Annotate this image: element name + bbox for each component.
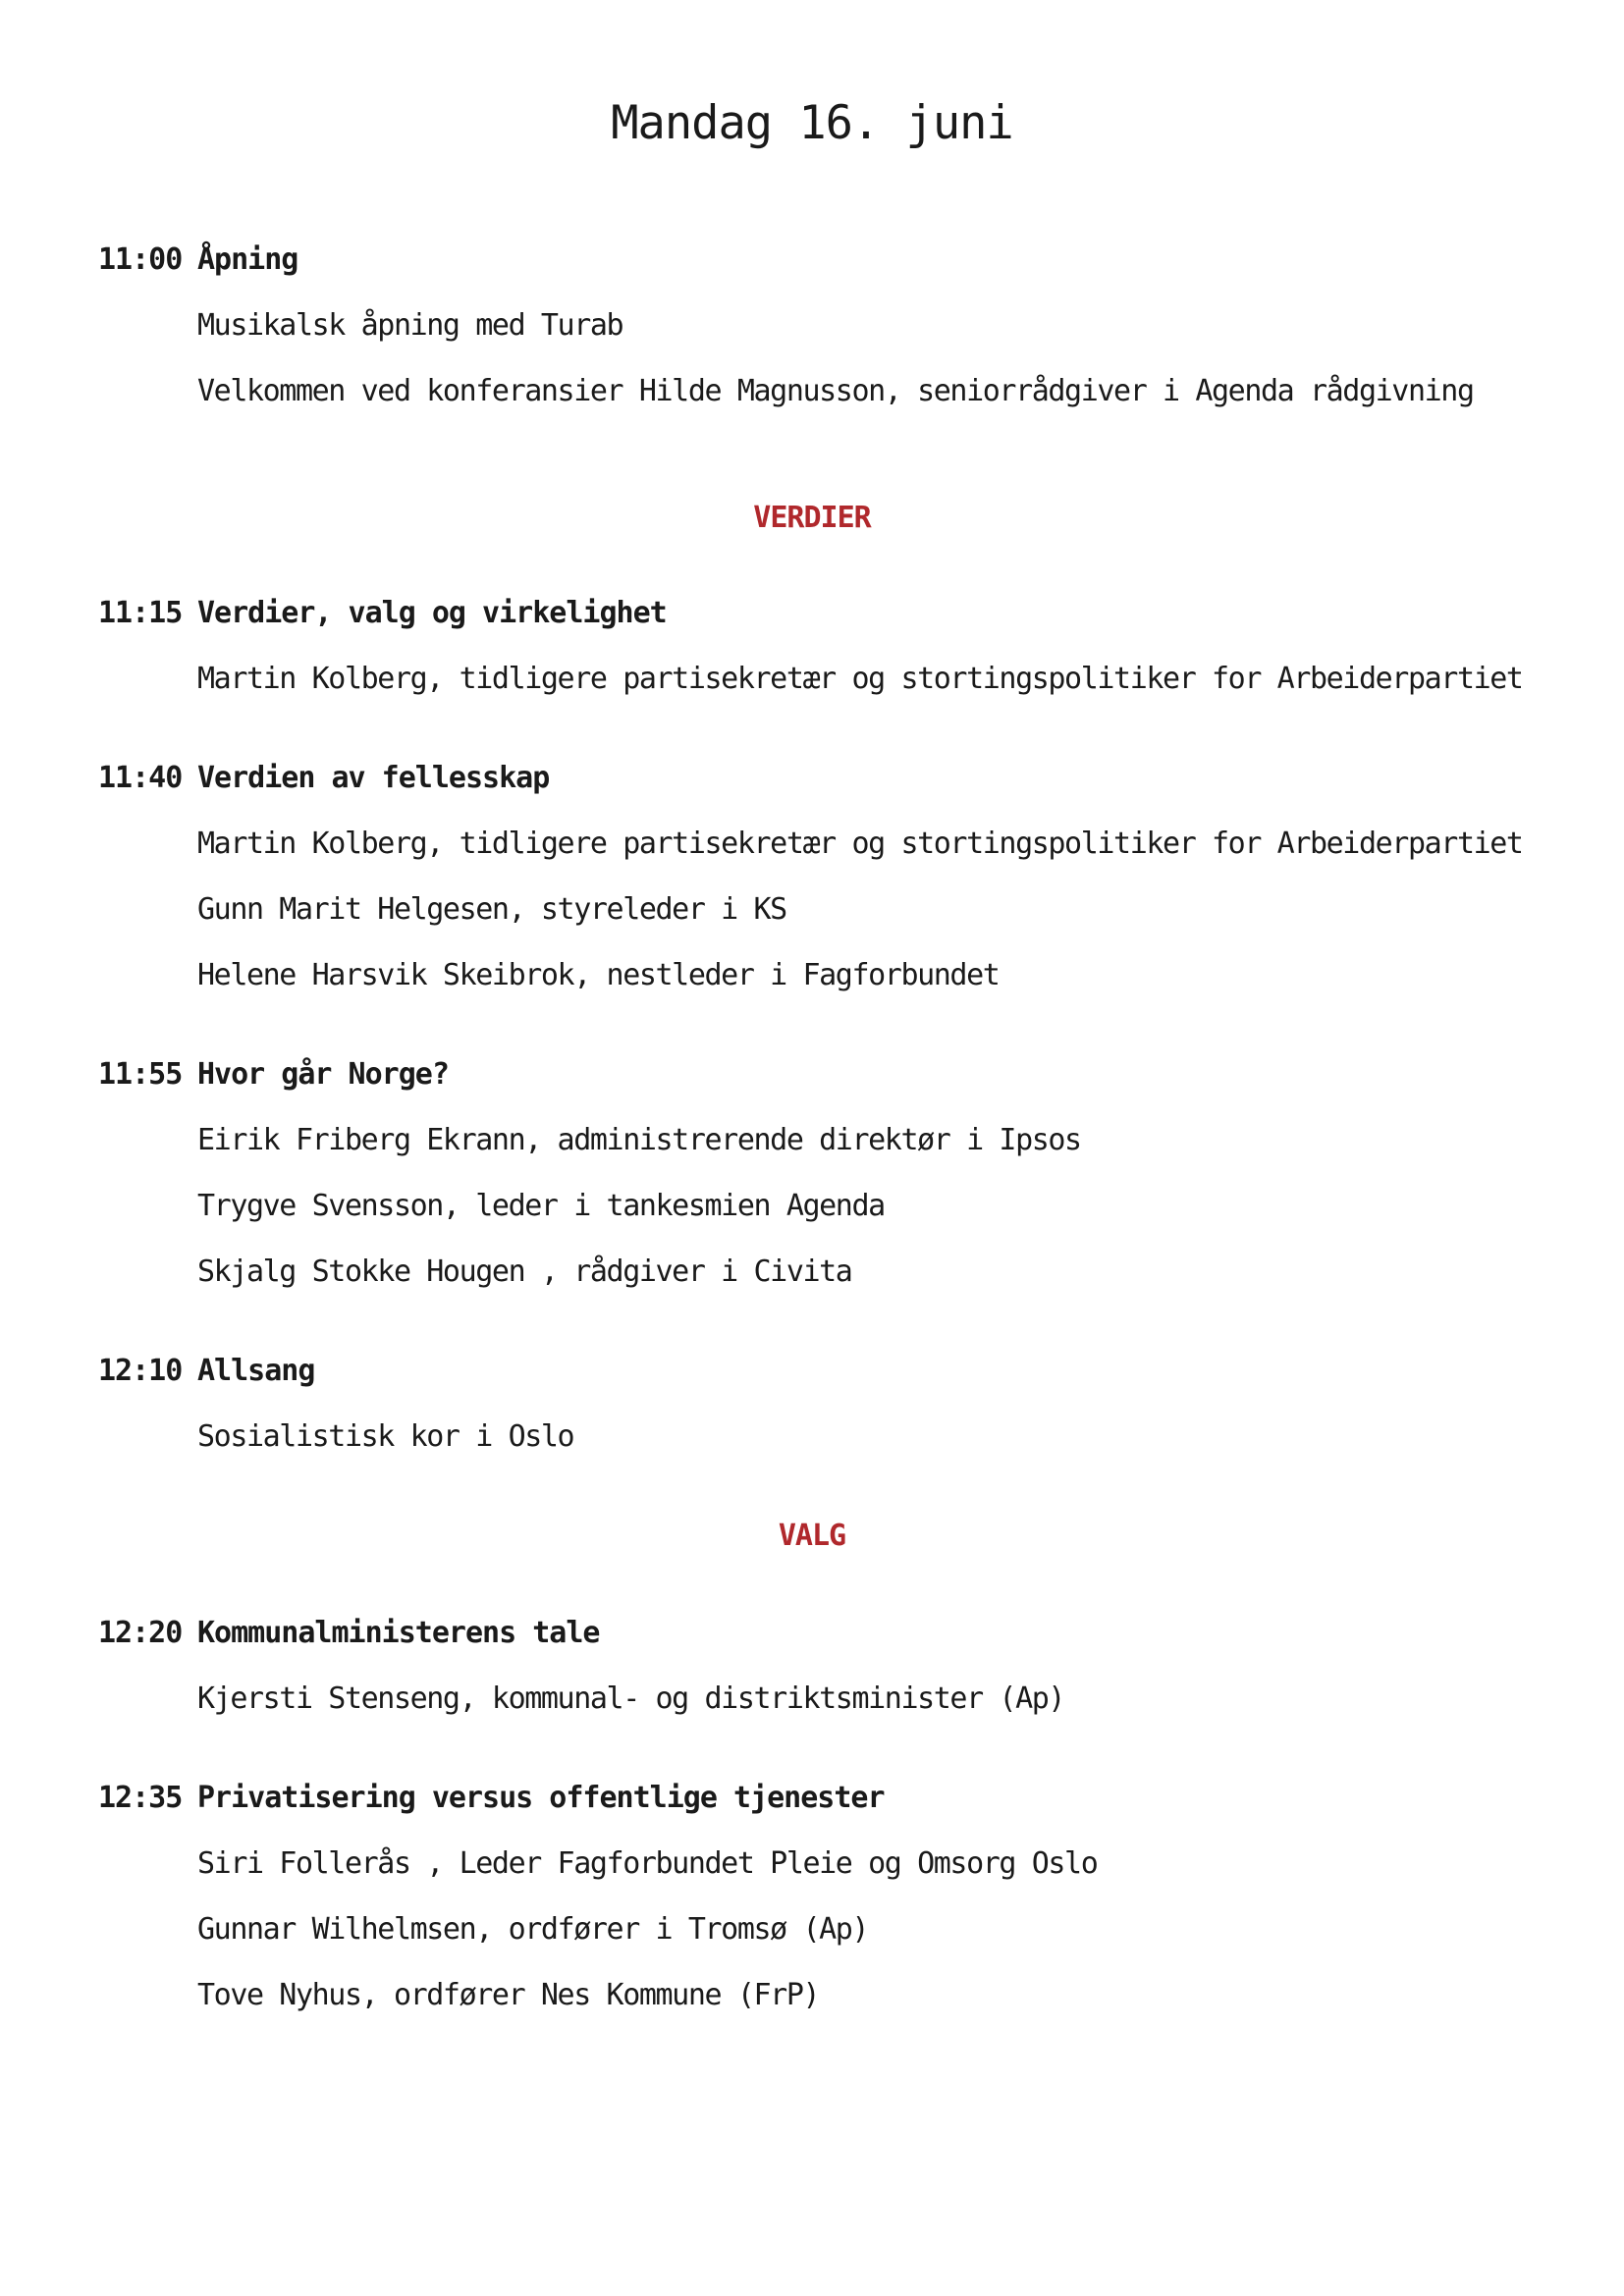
session-title: Allsang — [197, 1354, 315, 1388]
session-time: 11:15 — [98, 596, 183, 630]
session-detail: Gunnar Wilhelmsen, ordfører i Tromsø (Ap) — [197, 1912, 869, 1947]
session-detail: Tove Nyhus, ordfører Nes Kommune (FrP) — [197, 1978, 820, 2012]
session-time: 12:10 — [98, 1354, 183, 1388]
session-detail: Sosialistisk kor i Oslo — [197, 1419, 574, 1454]
session-header — [98, 1057, 1551, 1096]
session-header — [98, 596, 1551, 635]
section-heading-verdier: VERDIER — [753, 501, 871, 535]
session-detail: Gunn Marit Helgesen, styreleder i KS — [197, 892, 786, 927]
session-time: 11:00 — [98, 242, 183, 277]
session-block — [98, 242, 1551, 413]
session-detail: Martin Kolberg, tidligere partisekretær og stortingspolitiker for Arbeiderpartiet — [197, 662, 1523, 696]
session-detail: Helene Harsvik Skeibrok, nestleder i Fagforbundet — [197, 958, 1000, 992]
session-detail: Skjalg Stokke Hougen , rådgiver i Civita — [197, 1255, 852, 1289]
session-block — [98, 1354, 1551, 1459]
session-block — [98, 761, 1551, 997]
session-block — [98, 1616, 1551, 1721]
session-detail: Eirik Friberg Ekrann, administrerende direktør i Ipsos — [197, 1123, 1081, 1157]
session-block — [98, 1057, 1551, 1294]
session-title: Kommunalministerens tale — [197, 1616, 600, 1650]
session-header — [98, 1616, 1551, 1655]
session-header — [98, 242, 1551, 282]
section-heading-valg: VALG — [778, 1519, 846, 1553]
session-detail: Musikalsk åpning med Turab — [197, 308, 623, 343]
session-detail: Martin Kolberg, tidligere partisekretær og stortingspolitiker for Arbeiderpartiet — [197, 827, 1523, 861]
session-title: Åpning — [197, 242, 298, 277]
session-title: Verdier, valg og virkelighet — [197, 596, 667, 630]
page-title: Mandag 16. juni — [611, 96, 1013, 150]
session-header — [98, 761, 1551, 800]
session-time: 11:55 — [98, 1057, 183, 1092]
session-title: Verdien av fellesskap — [197, 761, 550, 795]
session-detail: Kjersti Stenseng, kommunal- og distriktsminister (Ap) — [197, 1682, 1065, 1716]
session-detail: Velkommen ved konferansier Hilde Magnusson, seniorrådgiver i Agenda rådgivning — [197, 374, 1474, 408]
session-block — [98, 1781, 1551, 2017]
session-block — [98, 596, 1551, 701]
session-title: Hvor går Norge? — [197, 1057, 449, 1092]
session-title: Privatisering versus offentlige tjenester — [197, 1781, 885, 1815]
session-time: 11:40 — [98, 761, 183, 795]
session-detail: Siri Follerås , Leder Fagforbundet Pleie og Omsorg Oslo — [197, 1846, 1098, 1881]
session-header — [98, 1781, 1551, 1820]
session-detail: Trygve Svensson, leder i tankesmien Agenda — [197, 1189, 885, 1223]
session-time: 12:35 — [98, 1781, 183, 1815]
session-header — [98, 1354, 1551, 1393]
session-time: 12:20 — [98, 1616, 183, 1650]
